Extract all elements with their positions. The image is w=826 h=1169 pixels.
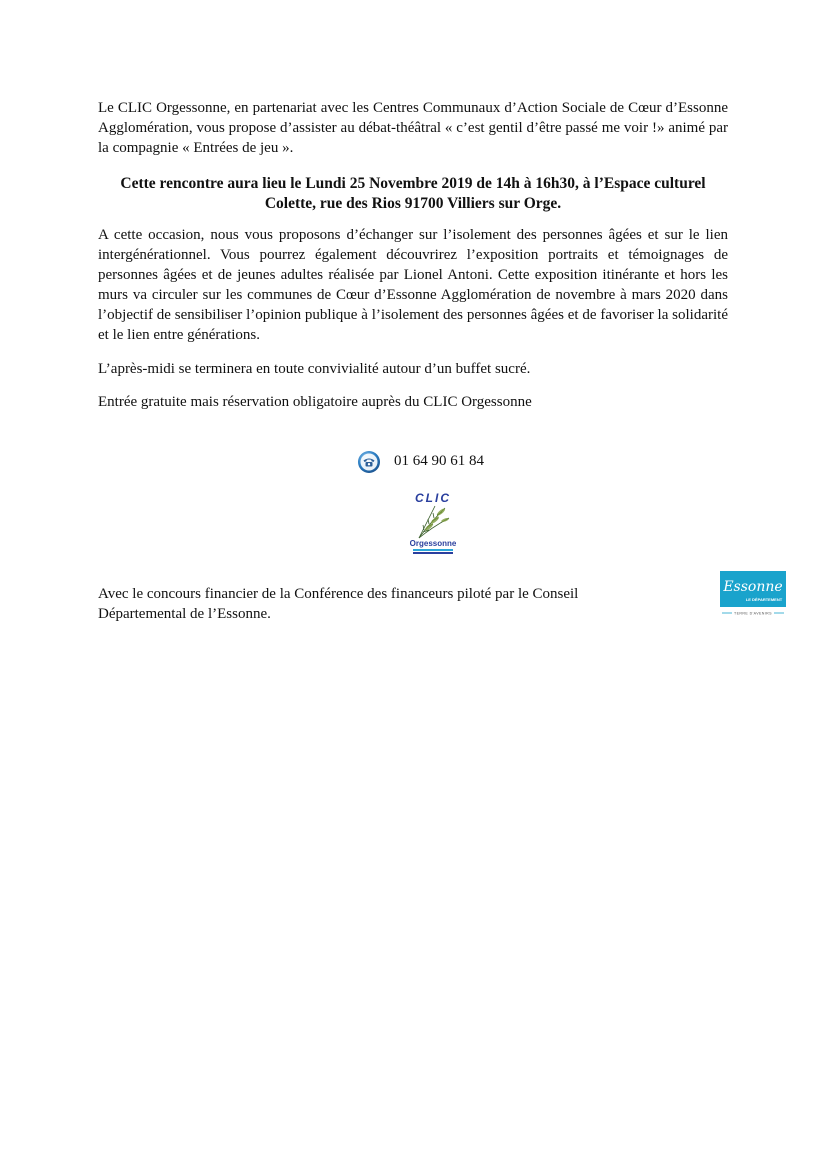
intro-paragraph: Le CLIC Orgessonne, en partenariat avec les Centres Communaux d’Action Sociale de Cœur d’Essonne Agglomération, vous propose d’assister au débat-théâtral « c’est gentil d’être passé me voir !» animé par la compagnie « Entrées de jeu ». [98, 100, 728, 156]
event-line-2: Colette, rue des Rios 91700 Villiers sur Orge. [264, 195, 562, 212]
clic-orgessonne-logo [405, 490, 461, 556]
buffet-paragraph: L’après-midi se terminera en toute convivialité autour d’un buffet sucré. [98, 361, 531, 377]
essonne-logo-name: Essonne [723, 579, 783, 595]
phone-contact [0, 450, 826, 476]
essonne-logo-tagline: TERRE D'AVENIRS [734, 611, 772, 616]
description-paragraph: A cette occasion, nous vous proposons d’échanger sur l’isolement des personnes âgées et sur le lien intergénérationnel. Vous pourrez également découvrirez l’exposition portraits et témoignages de personnes âgées et de jeunes adultes réalisée par Lionel Antoni. Cette exposition itinérante et hors les murs va circuler sur les communes de Cœur d’Essonne Agglomération de novembre à mars 2020 dans l’objectif de sensibiliser l’opinion publique à l’isolement des personnes âgées et de favoriser la solidarité et le lien entre générations. [98, 227, 728, 343]
event-line-1: Cette rencontre aura lieu le Lundi 25 Novembre 2019 de 14h à 16h30, à l’Espace culturel [120, 175, 706, 192]
clic-logo-subtitle: Orgessonne [409, 539, 457, 548]
phone-icon [357, 450, 381, 474]
essonne-department-logo [720, 571, 786, 617]
clic-logo-title: CLIC [415, 491, 451, 505]
event-details [98, 174, 728, 214]
funding-paragraph: Avec le concours financier de la Conférence des financeurs piloté par le Conseil Départemental de l’Essonne. [98, 586, 579, 622]
phone-number[interactable]: 01 64 90 61 84 [394, 453, 484, 469]
essonne-logo-subtitle: LE DÉPARTEMENT [745, 597, 783, 602]
reservation-paragraph: Entrée gratuite mais réservation obligatoire auprès du CLIC Orgessonne [98, 394, 532, 410]
